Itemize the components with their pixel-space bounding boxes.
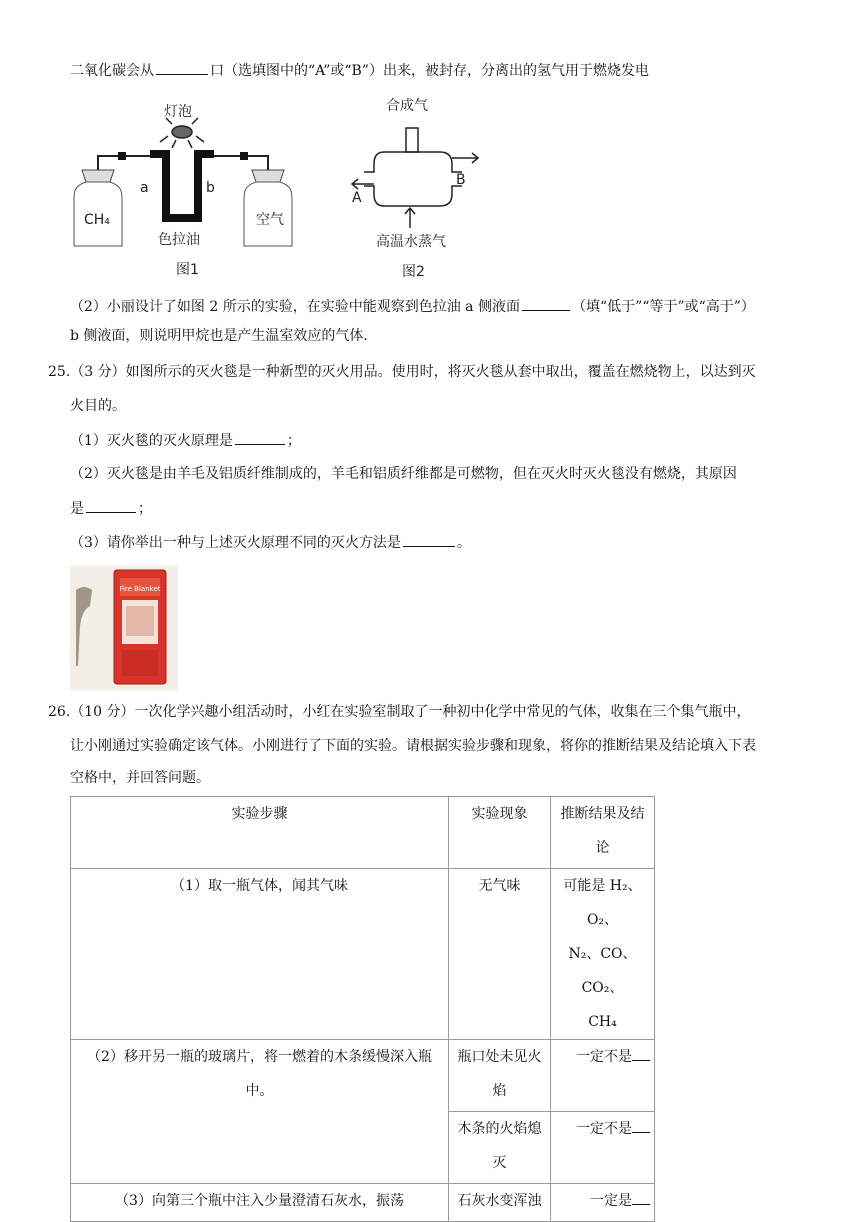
answer-blank[interactable]: [403, 532, 455, 547]
outlet-a-label: A: [352, 190, 362, 206]
table-row: （1）取一瓶气体，闻其气味 无气味 可能是 H₂、O₂、 N₂、CO、CO₂、 CH₄: [71, 869, 655, 1040]
q25-part3: （3）请你举出一种与上述灭火原理不同的灭火方法是 。: [70, 532, 471, 553]
outlet-b-label: B: [456, 172, 466, 188]
answer-blank[interactable]: [86, 498, 136, 513]
answer-blank[interactable]: [522, 296, 570, 311]
header-step: 实验步骤: [71, 797, 449, 869]
table-row: （3）向第三个瓶中注入少量澄清石灰水，振荡 石灰水变浑浊 一定是: [71, 1184, 655, 1222]
oil-label: 色拉油: [158, 232, 200, 248]
svg-text:b: b: [206, 180, 215, 196]
q25-stem: 25.（3 分）如图所示的灭火毯是一种新型的灭火用品。使用时，将灭火毯从套中取出，覆盖在燃烧物上，以达到灭: [48, 364, 756, 380]
table-row: （2）移开另一瓶的玻璃片，将一燃着的木条缓慢深入瓶 中。 瓶口处未见火 焰 一定不是: [71, 1040, 655, 1112]
q25-part1: （1）灭火毯的灭火原理是 ；: [70, 430, 301, 451]
table-header-row: [71, 797, 655, 869]
answer-blank[interactable]: [632, 1190, 650, 1205]
figure-2-caption: 图2: [402, 264, 425, 280]
answer-blank[interactable]: [156, 60, 208, 75]
answer-blank[interactable]: [632, 1046, 650, 1061]
answer-blank[interactable]: [632, 1118, 650, 1133]
svg-text:空气: 空气: [256, 212, 284, 228]
q24-part2: （2）小丽设计了如图 2 所示的实验，在实验中能观察到色拉油 a 侧液面 （填“低于”“等于”或“高于”）: [70, 296, 755, 317]
air-bottle: [244, 170, 292, 246]
table-row: 木条的火焰熄 灭 一定不是: [71, 1112, 655, 1184]
svg-text:合成气: 合成气: [386, 98, 428, 114]
svg-text:CH₄: CH₄: [84, 212, 110, 228]
header-phenomenon: 实验现象: [449, 797, 551, 869]
bulb-icon: [160, 118, 204, 148]
figure-2: [344, 90, 494, 282]
svg-text:Fire Blanket: Fire Blanket: [119, 585, 161, 593]
fire-blanket-image: [70, 566, 178, 690]
figure-1-caption: 图1: [176, 262, 199, 278]
ch4-bottle: [74, 170, 122, 246]
u-tube: [150, 154, 214, 218]
svg-text:高温水蒸气: 高温水蒸气: [376, 234, 446, 250]
header-result: 推断结果及结 论: [551, 797, 655, 869]
figure-1: [68, 96, 308, 282]
bulb-label: 灯泡: [164, 104, 192, 120]
q25-part2: （2）灭火毯是由羊毛及铝质纤维制成的，羊毛和铝质纤维都是可燃物，但在灭火时灭火毯没有燃烧，其原因: [70, 466, 737, 482]
svg-text:a: a: [140, 180, 149, 196]
experiment-table: [70, 796, 655, 1222]
q26-stem: 26.（10 分）一次化学兴趣小组活动时，小红在实验室制取了一种初中化学中常见的气体，收集在三个集气瓶中，: [48, 704, 751, 720]
intro-line: 二氧化碳会从 口（选填图中的“A”或“B”）出来，被封存，分离出的氢气用于燃烧发电: [70, 60, 649, 81]
answer-blank[interactable]: [235, 430, 285, 445]
